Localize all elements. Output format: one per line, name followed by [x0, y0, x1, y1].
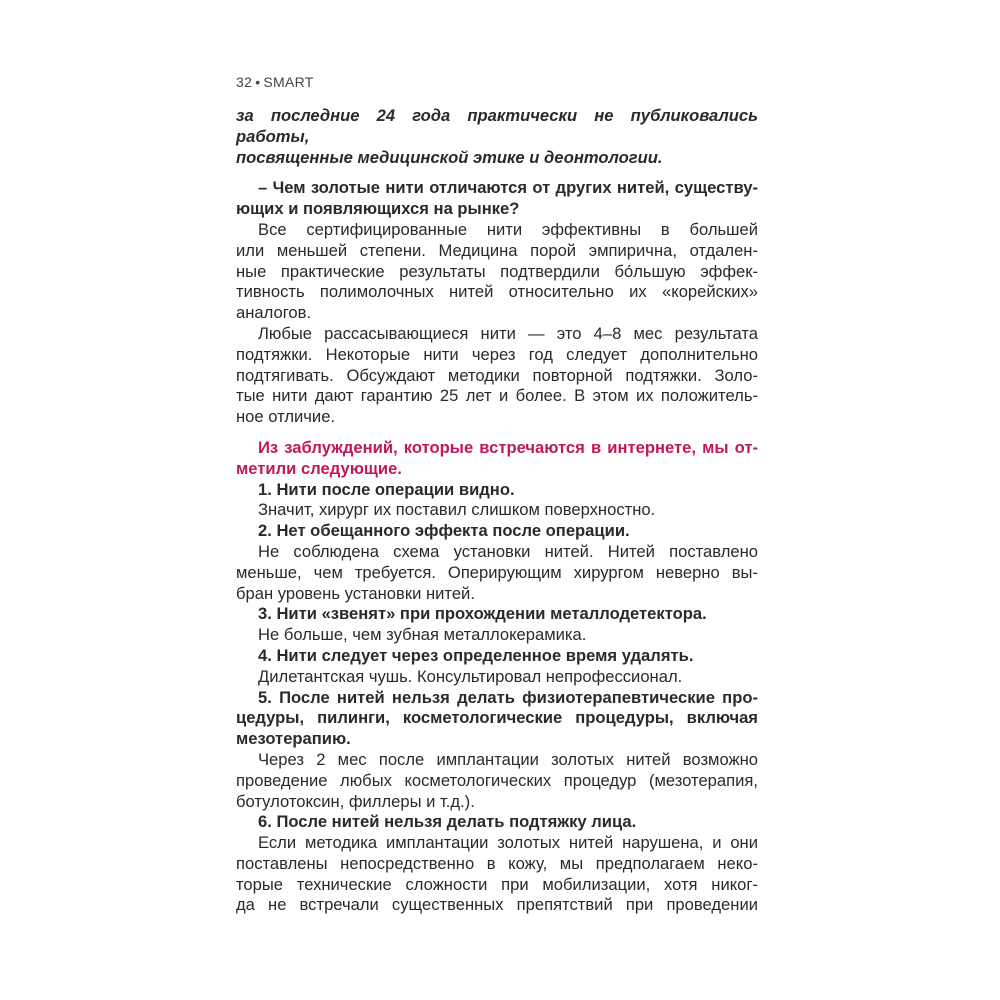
text-line: 4. Нити следует через определенное время удалять.: [258, 645, 694, 665]
text-line: мезотерапию.: [236, 729, 351, 749]
misconception-title-6: [236, 812, 758, 833]
text-line: Значит, хирург их поставил слишком поверхностно.: [258, 500, 656, 520]
text-line: посвященные медицинской этике и деонтологии.: [236, 147, 663, 167]
misconception-title-2: [236, 521, 758, 542]
text-line: 1. Нити после операции видно.: [258, 479, 515, 499]
misconception-title-1: [236, 480, 758, 501]
text-line: поставлены непосредственно в кожу, мы предполагаем неко-: [236, 853, 758, 873]
text-line: ные практические результаты подтвердили бóльшую эффек-: [236, 261, 758, 281]
text-line: 6. После нитей нельзя делать подтяжку лица.: [258, 812, 637, 832]
misconception-answer-4: [236, 667, 758, 688]
misconception-answer-6: [236, 833, 758, 916]
text-line: торые технические сложности при мобилизации, хотя никог-: [236, 874, 758, 894]
text-line: аналогов.: [236, 303, 312, 323]
misconception-answer-1: [236, 500, 758, 521]
section-heading: [236, 438, 758, 480]
misconception-answer-3: [236, 625, 758, 646]
text-line: ющих и появляющихся на рынке?: [236, 199, 520, 219]
running-header: [236, 72, 758, 92]
text-line: цедуры, пилинги, косметологические процедуры, включая: [236, 708, 758, 728]
text-line: 2. Нет обещанного эффекта после операции.: [258, 521, 630, 541]
text-line: Дилетантская чушь. Консультировал непрофессионал.: [258, 666, 683, 686]
text-line: Из заблуждений, которые встречаются в интернете, мы от-: [258, 437, 758, 457]
text-line: тивность полимолочных нитей относительно их «корейских»: [236, 282, 758, 302]
series-title: SMART: [263, 74, 314, 90]
misconception-title-3: [236, 604, 758, 625]
misconception-answer-5: [236, 750, 758, 812]
misconception-title-4: [236, 646, 758, 667]
text-line: да не встречали существенных препятствий при проведении: [236, 895, 758, 915]
misconception-answer-2: [236, 542, 758, 604]
text-line: за последние 24 года практически не публиковались работы,: [236, 106, 758, 146]
text-line: или меньшей степени. Медицина порой эмпирична, отдален-: [236, 240, 758, 260]
text-line: меньше, чем требуется. Оперирующим хирургом неверно вы-: [236, 562, 758, 582]
text-line: подтягивать. Обсуждают методики повторной подтяжки. Золо-: [236, 365, 758, 385]
text-line: ботулотоксин, филлеры и т.д.).: [236, 791, 475, 811]
answer-paragraph-2: [236, 324, 758, 428]
text-line: Не больше, чем зубная металлокерамика.: [258, 625, 587, 645]
text-line: – Чем золотые нити отличаются от других нитей, существу-: [258, 178, 758, 198]
page-number: 32: [236, 74, 253, 90]
text-line: 5. После нитей нельзя делать физиотерапевтические про-: [258, 687, 758, 707]
text-line: метили следующие.: [236, 458, 402, 478]
text-line: бран уровень установки нитей.: [236, 583, 475, 603]
text-line: ное отличие.: [236, 407, 336, 427]
interview-question: [236, 178, 758, 220]
intro-paragraph: [236, 106, 758, 168]
text-line: Не соблюдена схема установки нитей. Нитей поставлено: [258, 541, 758, 561]
text-line: тые нити дают гарантию 25 лет и более. В этом их положитель-: [236, 386, 758, 406]
text-line: проведение любых косметологических процедур (мезотерапия,: [236, 770, 758, 790]
misconception-title-5: [236, 688, 758, 750]
text-line: подтяжки. Некоторые нити через год следует дополнительно: [236, 344, 758, 364]
text-line: Если методика имплантации золотых нитей нарушена, и они: [258, 833, 758, 853]
answer-paragraph-1: [236, 220, 758, 324]
book-page: [236, 72, 758, 916]
header-separator: •: [255, 74, 261, 90]
text-line: Любые рассасывающиеся нити — это 4–8 мес результата: [258, 323, 758, 343]
text-line: 3. Нити «звенят» при прохождении металлодетектора.: [258, 604, 707, 624]
text-line: Все сертифицированные нити эффективны в большей: [258, 219, 758, 239]
text-line: Через 2 мес после имплантации золотых нитей возможно: [258, 749, 758, 769]
